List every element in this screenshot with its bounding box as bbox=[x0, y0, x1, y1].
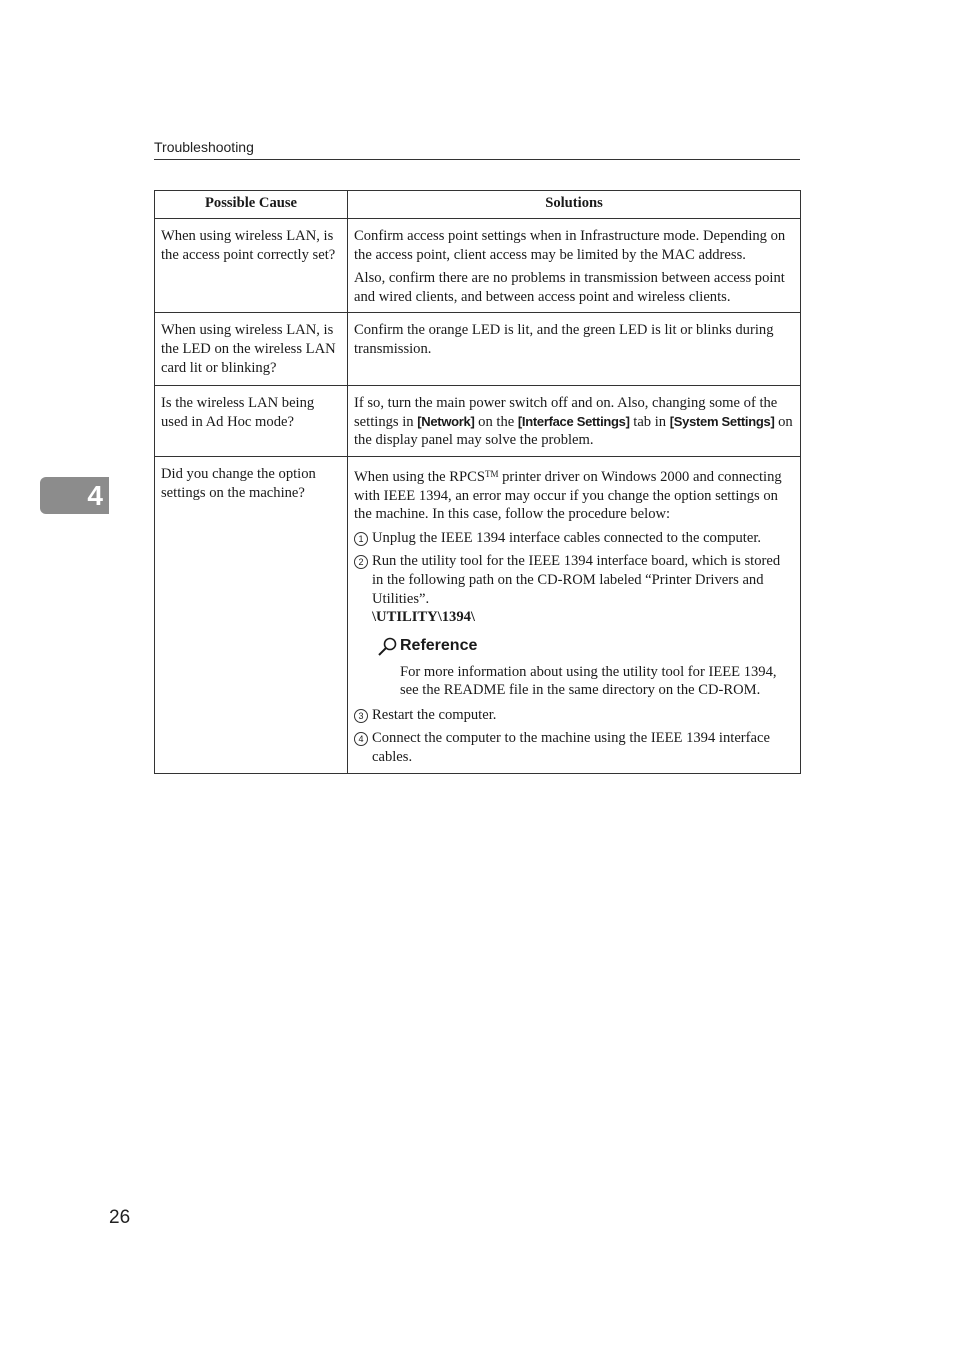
table-header-row bbox=[155, 191, 801, 219]
procedure-step bbox=[354, 706, 794, 726]
solution-cell bbox=[348, 456, 801, 773]
page-number: 26 bbox=[109, 1207, 131, 1228]
cause-cell: Is the wireless LAN being used in Ad Hoc mode? bbox=[155, 386, 348, 457]
procedure-step bbox=[354, 529, 794, 549]
magnifier-icon bbox=[377, 637, 398, 657]
solution-paragraph bbox=[354, 465, 794, 524]
network-key-label: [Network] bbox=[417, 413, 475, 429]
step-text: Connect the computer to the machine using the IEEE 1394 interface cables. bbox=[372, 730, 770, 766]
table-row bbox=[155, 456, 801, 773]
table-row bbox=[155, 313, 801, 386]
reference-text: For more information about using the utility tool for IEEE 1394, see the README file in the same directory on the CD-ROM. bbox=[400, 663, 777, 699]
intro-text: printer driver on Windows 2000 and connecting with IEEE 1394, an error may occur if you change the option settings on the machine. In this case, follow the procedure below: bbox=[354, 468, 782, 523]
chapter-tab bbox=[40, 477, 109, 514]
step-body bbox=[372, 552, 794, 626]
solution-paragraph: Also, confirm there are no problems in transmission between access point and wired clients, and between access point and wireless clients. bbox=[354, 270, 785, 305]
cd-rom-path: \UTILITY\1394\ bbox=[372, 609, 475, 626]
column-header-solutions: Solutions bbox=[348, 191, 801, 219]
reference-title: Reference bbox=[400, 637, 478, 655]
solution-paragraph: Confirm access point settings when in Infrastructure mode. Depending on the access point, client access may be limited by the MAC address. bbox=[354, 228, 786, 263]
cause-cell: When using wireless LAN, is the LED on the wireless LAN card lit or blinking? bbox=[155, 313, 348, 386]
reference-heading bbox=[377, 635, 794, 659]
solution-text: tab in bbox=[629, 413, 670, 430]
step-number: 2 bbox=[354, 552, 372, 626]
step-number: 4 bbox=[354, 729, 372, 766]
table-row bbox=[155, 386, 801, 457]
solution-text: on the bbox=[474, 413, 518, 430]
system-settings-key-label: [System Settings] bbox=[669, 413, 775, 429]
table-row bbox=[155, 219, 801, 313]
cause-cell: When using wireless LAN, is the access point correctly set? bbox=[155, 219, 348, 313]
reference-block bbox=[377, 635, 794, 700]
procedure-step bbox=[354, 729, 794, 766]
column-header-cause: Possible Cause bbox=[155, 191, 348, 219]
running-header: Troubleshooting bbox=[154, 139, 254, 155]
troubleshooting-table bbox=[154, 190, 801, 774]
solution-cell bbox=[348, 313, 801, 386]
interface-settings-key-label: [Interface Settings] bbox=[517, 413, 630, 429]
step-text: Run the utility tool for the IEEE 1394 interface board, which is stored in the following path on the CD-ROM labeled “Printer Drivers and Utilities”. bbox=[372, 553, 781, 607]
intro-text: When using the RPCS bbox=[354, 468, 485, 485]
step-text: Restart the computer. bbox=[372, 706, 497, 723]
solution-cell bbox=[348, 386, 801, 457]
solution-text: on the display panel may solve the problem. bbox=[354, 413, 793, 449]
step-text: Unplug the IEEE 1394 interface cables connected to the computer. bbox=[372, 529, 762, 546]
step-number: 3 bbox=[354, 706, 372, 726]
solution-paragraph: Confirm the orange LED is lit, and the green LED is lit or blinks during transmission. bbox=[354, 322, 774, 357]
solution-text: If so, turn the main power switch off and on. Also, changing some of the settings in bbox=[354, 395, 778, 430]
step-number: 1 bbox=[354, 529, 372, 549]
cause-cell: Did you change the option settings on the machine? bbox=[155, 456, 348, 773]
header-rule bbox=[154, 159, 800, 160]
solution-paragraph bbox=[354, 394, 794, 450]
solution-cell bbox=[348, 219, 801, 313]
trademark-mark: TM bbox=[484, 468, 499, 479]
chapter-number: 4 bbox=[87, 480, 103, 511]
procedure-step bbox=[354, 552, 794, 626]
